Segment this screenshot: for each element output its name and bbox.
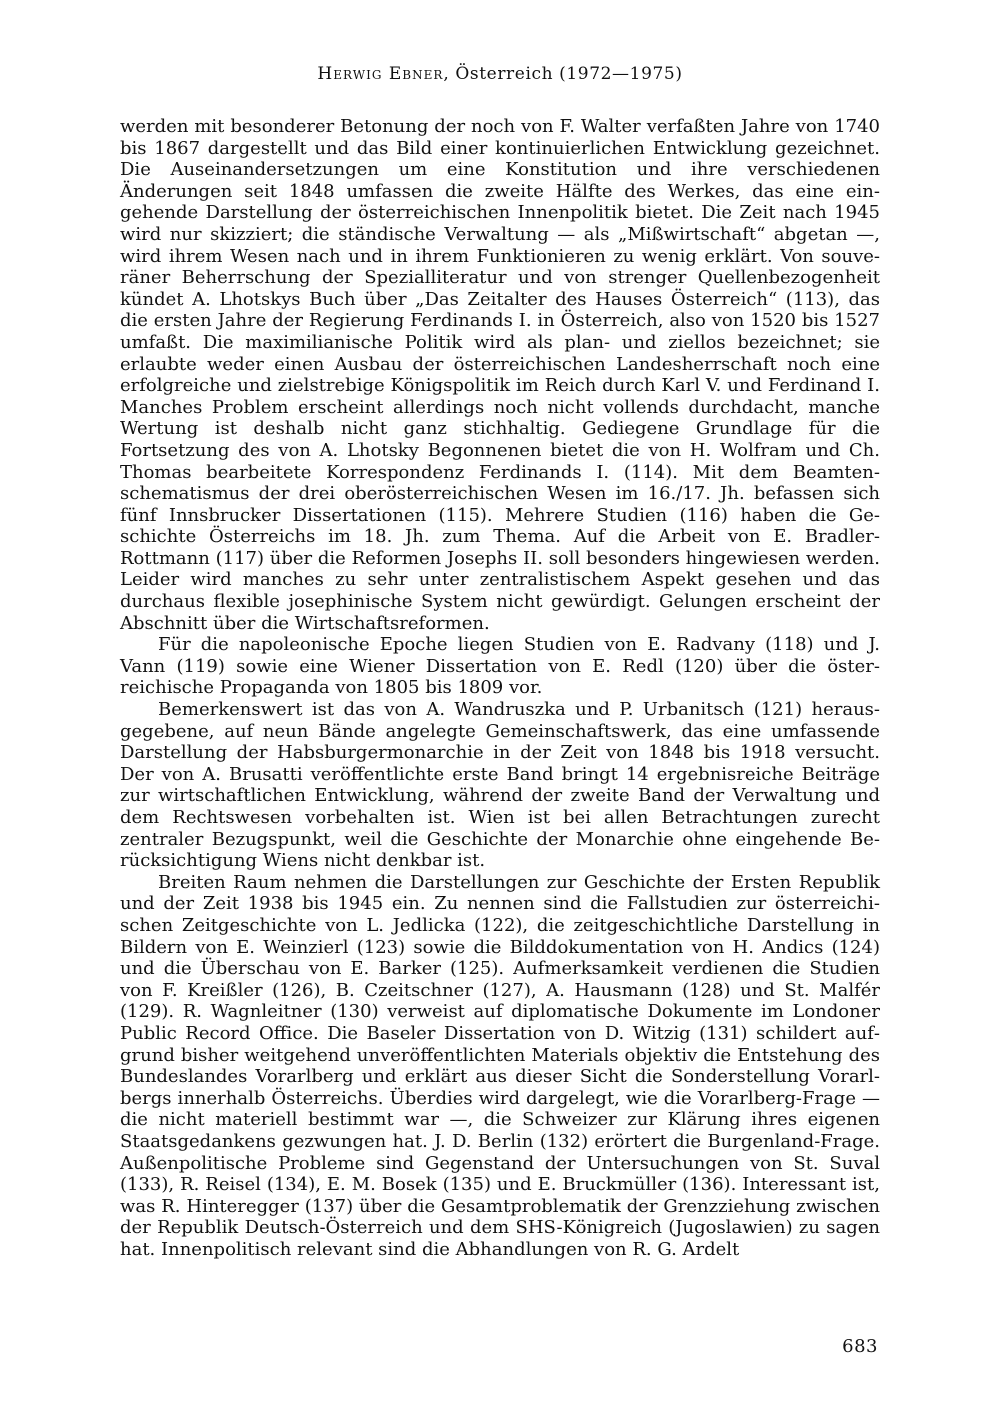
paragraph: Bemerkenswert ist das von A. Wandruszka und P. Urbanitsch (121) herausgegebene, auf neun Bände angelegte Gemeinschaftswerk, das eine umfassende Darstellung der Habsburgermonarchie in der Zeit von 1848 bis 1918 versucht. Der von A. Brusatti veröffentlichte erste Band bringt 14 ergebnisreiche Beiträge zur wirtschaftlichen Entwicklung, während der zweite Band der Verwaltung und dem Rechtswesen vorbehalten ist. Wien ist bei allen Betrachtungen zurecht zentraler Bezugspunkt, weil die Geschichte der Monarchie ohne eingehende Berücksichtigung Wiens nicht denkbar ist. [120, 699, 880, 872]
paragraph: werden mit besonderer Betonung der noch von F. Walter verfaßten Jahre von 1740 bis 1867 dargestellt und das Bild einer kontinuierlichen Entwicklung gezeichnet. Die Auseinandersetzungen um eine Konstitution und ihre verschiedenen Änderungen seit 1848 umfassen die zweite Hälfte des Werkes, das eine eingehende Darstellung der österreichischen Innenpolitik bietet. Die Zeit nach 1945 wird nur skizziert; die ständische Verwaltung — als „Mißwirtschaft“ abgetan —, wird ihrem Wesen nach und in ihrem Funktionieren zu wenig erklärt. Von souveräner Beherrschung der Spezialliteratur und von strenger Quellenbezogenheit kündet A. Lhotskys Buch über „Das Zeitalter des Hauses Österreich“ (113), das die ersten Jahre der Regierung Ferdinands I. in Österreich, also von 1520 bis 1527 umfaßt. Die maximilianische Politik wird als plan- und ziellos bezeichnet; sie erlaubte weder einen Ausbau der österreichischen Landesherrschaft noch eine erfolgreiche und zielstrebige Königspolitik im Reich durch Karl V. und Ferdinand I. Manches Problem erscheint allerdings noch nicht vollends durchdacht, manche Wertung ist deshalb nicht ganz stichhaltig. Gediegene Grundlage für die Fortsetzung des von A. Lhotsky Begonnenen bietet die von H. Wolfram und Ch. Thomas bearbeitete Korrespondenz Ferdinands I. (114). Mit dem Beamtenschematismus der drei oberösterreichischen Wesen im 16./17. Jh. befassen sich fünf Innsbrucker Dissertationen (115). Mehrere Studien (116) haben die Geschichte Österreichs im 18. Jh. zum Thema. Auf die Arbeit von E. Bradler-Rottmann (117) über die Reformen Josephs II. soll besonders hingewiesen werden. Leider wird manches zu sehr unter zentralistischem Aspekt gesehen und das durchaus flexible josephinische System nicht gewürdigt. Gelungen erscheint der Abschnitt über die Wirtschaftsreformen. [120, 116, 880, 634]
paragraph: Breiten Raum nehmen die Darstellungen zur Geschichte der Ersten Republik und der Zeit 1938 bis 1945 ein. Zu nennen sind die Fallstudien zur österreichischen Zeitgeschichte von L. Jedlicka (122), die zeitgeschichtliche Darstellung in Bildern von E. Weinzierl (123) sowie die Bilddokumentation von H. Andics (124) und die Überschau von E. Barker (125). Aufmerksamkeit verdienen die Studien von F. Kreißler (126), B. Czeitschner (127), A. Hausmann (128) und St. Malfér (129). R. Wagnleitner (130) verweist auf diplomatische Dokumente im Londoner Public Record Office. Die Baseler Dissertation von D. Witzig (131) schildert aufgrund bisher weitgehend unveröffentlichten Materials objektiv die Entstehung des Bundeslandes Vorarlberg und erklärt aus dieser Sicht die Sonderstellung Vorarlbergs innerhalb Österreichs. Überdies wird dargelegt, wie die Vorarlberg-Frage — die nicht materiell bestimmt war —, die Schweizer zur Klärung ihres eigenen Staatsgedankens gezwungen hat. J. D. Berlin (132) erörtert die Burgenland-Frage. Außenpolitische Probleme sind Gegenstand der Untersuchungen von St. Suval (133), R. Reisel (134), E. M. Bosek (135) und E. Bruckmüller (136). Interessant ist, was R. Hinteregger (137) über die Gesamtproblematik der Grenzziehung zwischen der Republik Deutsch-Österreich und dem SHS-Königreich (Jugoslawien) zu sagen hat. Innenpolitisch relevant sind die Abhandlungen von R. G. Ardelt [120, 871, 880, 1260]
running-head-title: , Österreich (1972—1975) [443, 64, 683, 84]
body-text [120, 116, 880, 1260]
running-head-author: Herwig Ebner [317, 64, 444, 84]
page-number: 683 [842, 1336, 878, 1357]
running-head [120, 64, 880, 84]
paragraph: Für die napoleonische Epoche liegen Studien von E. Radvany (118) und J. Vann (119) sowie eine Wiener Dissertation von E. Redl (120) über die österreichische Propaganda von 1805 bis 1809 vor. [120, 634, 880, 699]
